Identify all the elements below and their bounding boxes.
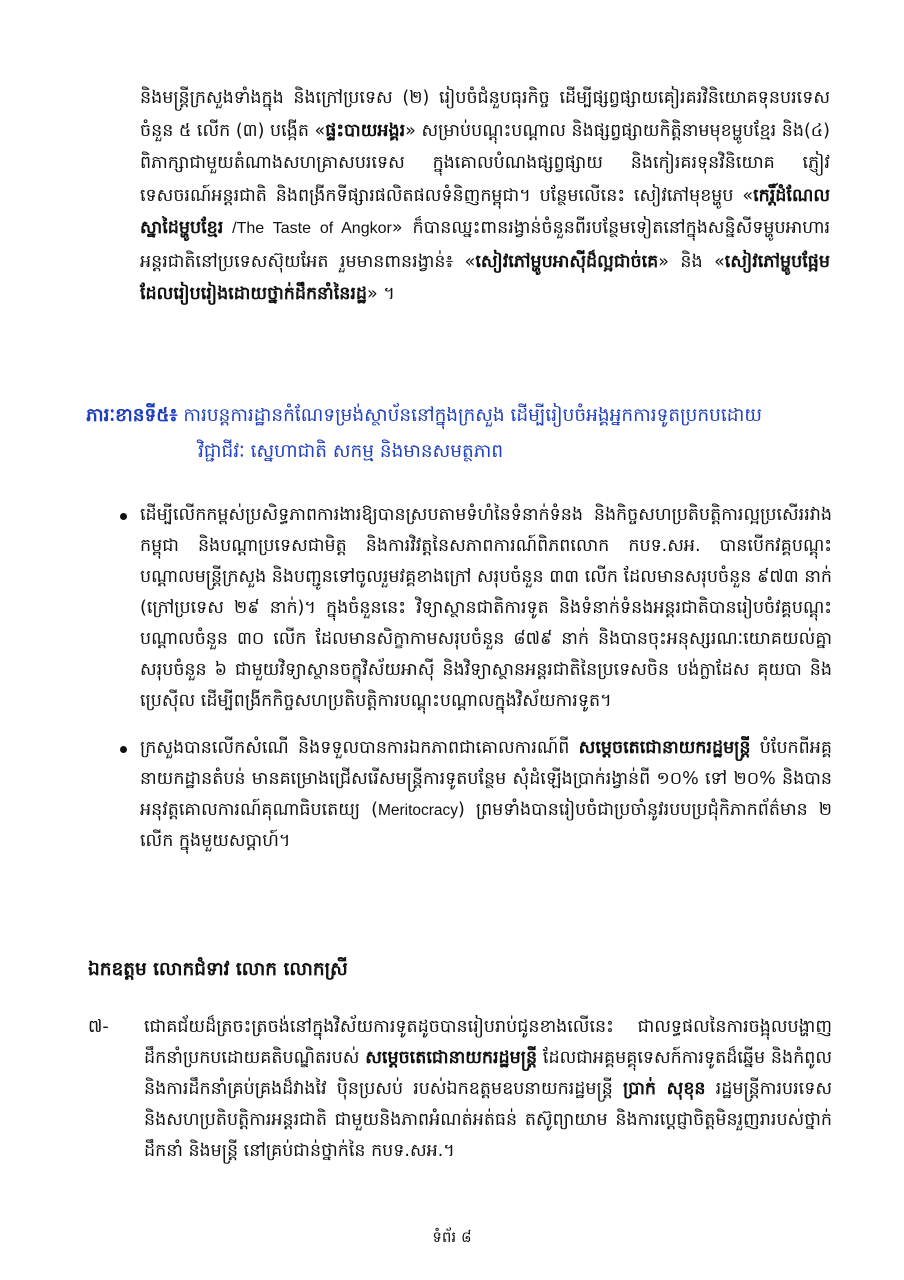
text-run: ជោគជ័យដ៏ត្រចះត្រចង់នៅក្នុងវិស័យការទូតដូចបានរៀបរាប់ជូនខាងលើនេះ ជាលទ្ធផលនៃការចង្អុលបង្ហាញដឹកនាំប្រកបដោយគតិបណ្ឌិតរបស់ bbox=[144, 1017, 832, 1068]
bold-term-angkor-kitchen: ផ្ទះបាយអង្គរ bbox=[325, 120, 406, 141]
list-item-text: ដើម្បីលើកកម្ពស់ប្រសិទ្ធភាពការងារឱ្យបានស្របតាមទំហំនៃទំនាក់ទំនង និងកិច្ចសហប្រតិបត្តិការល្អប្រសើររវាងកម្ពុជា និងបណ្តាប្រទេសជាមិត្ត និងការវិវត្តនៃសភាពការណ៍ពិភពលោក កបទ.សអ. បានបើកវគ្គបណ្តុះបណ្តាលមន្ត្រីក្រសួង និងបញ្ជូនទៅចូលរួមវគ្គខាងក្រៅ សរុបចំនួន ៣៣ លើក ដែលមានសរុបចំនួន ៩៧៣ នាក់ (ក្រៅប្រទេស ២៩ នាក់)។ ក្នុងចំនួននេះ វិទ្យាស្ថានជាតិការទូត និងទំនាក់ទំនងអន្តរជាតិបានរៀបចំវគ្គបណ្តុះបណ្តាលចំនួន ៣០ លើក ដែលមានសិក្ខាកាមសរុបចំនួន ៨៧៩ នាក់ និងបានចុះអនុស្សរណៈយោគយល់គ្នា សរុបចំនួន ៦ ជាមួយវិទ្យាស្ថានចក្ខុវិស័យអាស៊ី និងវិទ្យាស្ថានអន្តរជាតិនៃប្រទេសចិន បង់ក្លាដែស គុយបា និងប្រេស៊ីល ដើម្បីពង្រីកកិច្ចសហប្រតិបត្តិការបណ្តុះបណ្តាលក្នុងវិស័យការទូត។ bbox=[140, 505, 832, 711]
bold-term-prime-minister: សម្តេចតេជោនាយករដ្ឋមន្ត្រី bbox=[578, 738, 751, 758]
bold-term-prime-minister: សម្តេចតេជោនាយករដ្ឋមន្ត្រី bbox=[365, 1048, 538, 1068]
page-number: ទំព័រ ៨ bbox=[432, 1228, 472, 1246]
section-title-line-1: ការបន្តការដ្ឋានកំណែទម្រង់ស្ថាប័ននៅក្នុងក្រសួង ដើម្បីរៀបចំអង្គអ្នកការទូតប្រកបដោយ bbox=[177, 405, 762, 426]
english-title: /The Taste of Angkor bbox=[223, 220, 392, 237]
text-run: ) ព្រមទាំងបានរៀបចំជាប្រចាំនូវរបបប្រជុំកិភាកព័ត៌មាន ២ លើក ក្នុងមួយសប្តាហ៍។ bbox=[140, 800, 832, 851]
bullet-list bbox=[120, 500, 832, 873]
intro-paragraph bbox=[140, 82, 830, 311]
text-run: រដ្ឋមន្ត្រីការបរទេស និងសហប្រតិបត្តិការអន្តរជាតិ ជាមួយនិងភាពអំណត់អត់ធន់ តស៊ូព្យាយាម និងការប្តេជ្ញាចិត្តមិនរួញរារបស់ថ្នាក់ដឹកនាំ និងមន្ត្រី នៅគ្រប់ជាន់ថ្នាក់នៃ កបទ.សអ.។ bbox=[144, 1079, 832, 1161]
text-run: » សម្រាប់បណ្តុះបណ្តាល និងផ្សព្វផ្សាយកិត្តិនាមមុខម្ហូបខ្មែរ និង(៤) ពិភាក្សាជាមួយតំណាងសហគ្រាសបរទេស ក្នុងគោលបំណងផ្សព្វផ្សាយ និងកៀរគរទុនវិនិយោគ ភ្ញៀវទេសចរណ៍អន្តរជាតិ និងពង្រីកទីផ្សារផលិតផលទំនិញកម្ពុជា។ បន្ថែមលើនេះ សៀវភៅមុខម្ហូប « bbox=[140, 120, 830, 206]
numbered-paragraph-text bbox=[144, 1012, 832, 1167]
paragraph-number: ៧- bbox=[88, 1017, 109, 1037]
list-item bbox=[120, 500, 832, 717]
text-run: និងមន្ត្រីក្រសួងទាំងក្នុង និងក្រៅប្រទេស (២) រៀបចំជំនួបធុរកិច្ច ដើម្បីផ្សព្វផ្សាយគៀរគរវិនិយោគទុនបរទេស ចំនួន ៥ លើក (៣) បង្កើត « bbox=[140, 88, 830, 141]
section-heading bbox=[86, 398, 846, 470]
text-run: » ក៏បានឈ្នះពានរង្វាន់ចំនួនពីរបន្ថែមទៀតនៅក្នុងសន្និសីទម្ហូបអាហារអន្តរជាតិនៅប្រទេសស៊ុយអែត រួមមានពានរង្វាន់៖ « bbox=[140, 218, 830, 272]
text-run: ដែលជាអគ្គមគ្គុទេសក៍ការទូតដ៏ឆ្នើម និងកំពូល និងការដឹកនាំគ្រប់គ្រងដ៏វាងវៃ ប៉ិនប្រសប់ របស់ឯកឧត្តមឧបនាយករដ្ឋមន្ត្រី bbox=[144, 1048, 833, 1099]
salutation-heading: ឯកឧត្តម លោកជំទាវ លោក លោកស្រី bbox=[88, 959, 348, 980]
section-label: ភារៈខានទី៥៖ bbox=[86, 405, 178, 426]
bold-term-award-1: សៀវភៅម្ហូបអាស៊ីដ៏ល្អជាច់គេ bbox=[475, 251, 659, 272]
bold-term-award-2: សៀវភៅម្ហូបផ្អែមដែលរៀបរៀងដោយថ្នាក់ដឹកនាំនៃរដ្ឋ bbox=[140, 251, 830, 304]
numbered-paragraph bbox=[88, 1012, 832, 1167]
bullet-icon bbox=[120, 746, 127, 753]
bullet-icon bbox=[120, 513, 127, 520]
text-run: ក្រសួងបានលើកសំណើ និងទទួលបានការឯកភាពជាគោលការណ៍ពី bbox=[140, 738, 579, 758]
text-run: » ។ bbox=[367, 284, 395, 304]
bold-term-cookbook-title: កេរ្តិ៍ដំណែលស្នាដៃម្ហូបខ្មែរ bbox=[140, 185, 830, 238]
list-item bbox=[120, 733, 832, 857]
english-term: Meritocracy bbox=[377, 802, 459, 819]
bold-term-minister-name: ប្រាក់ សុខុន bbox=[622, 1079, 706, 1099]
section-title-line-2: វិជ្ជាជីវៈ ស្នេហាជាតិ សកម្ម និងមានសមត្ថភាព bbox=[198, 441, 504, 462]
text-run: » និង « bbox=[658, 251, 725, 272]
text-run: បំបែកពីអគ្គនាយកដ្ឋានតំបន់ មានគម្រោងជ្រើសរើសមន្ត្រីការទូតបន្ថែម សុំដំឡើងប្រាក់រង្វាន់ពី ១០% ទៅ ២០% និងបានអនុវត្តគោលការណ៍គុណាធិបតេយ្យ ( bbox=[140, 738, 832, 820]
